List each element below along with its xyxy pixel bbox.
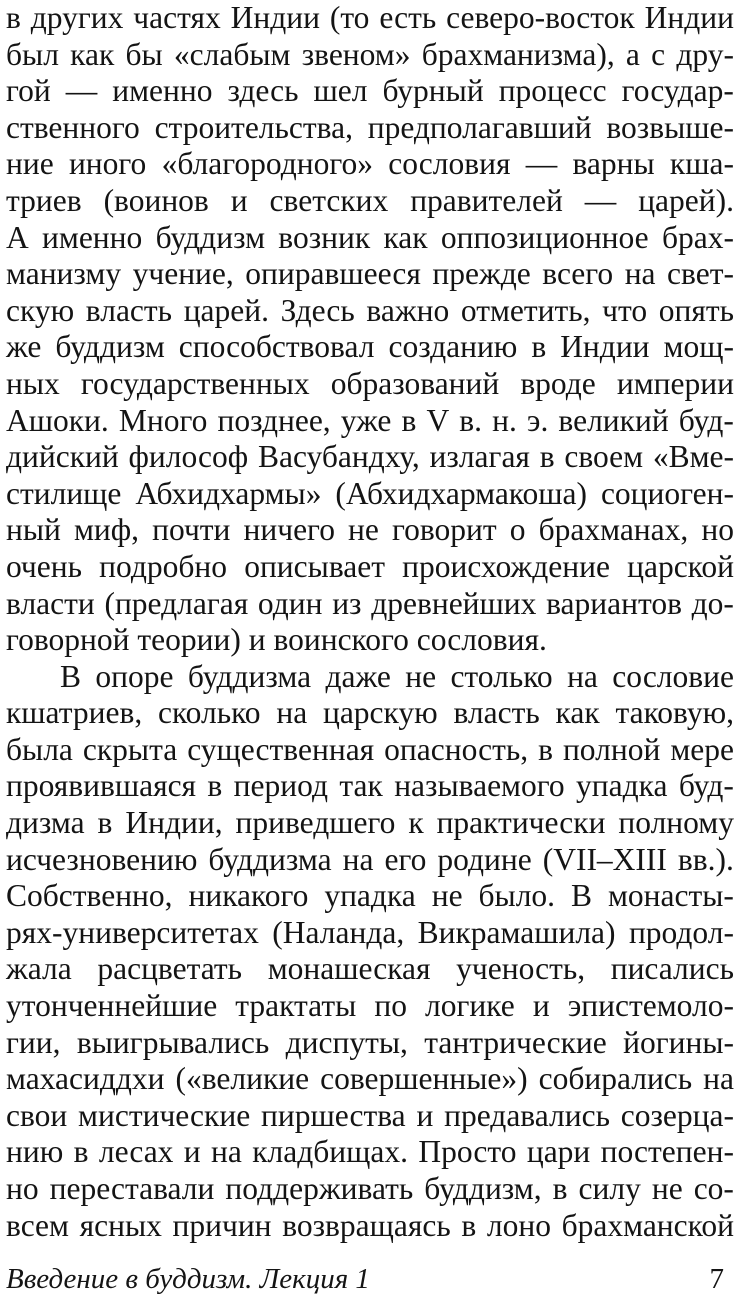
word: по [374, 988, 407, 1024]
word: Много [118, 402, 208, 438]
word: учение, [132, 256, 234, 292]
word: Васубандху, [257, 439, 420, 475]
word: практически [436, 805, 606, 841]
word: так [339, 768, 383, 804]
word: подробно [99, 548, 228, 584]
word: упадка [576, 768, 668, 804]
word: и [416, 1097, 434, 1133]
text-line [6, 403, 734, 440]
word: кладбищах. [252, 1134, 408, 1170]
text-line [6, 0, 734, 37]
word: был [6, 36, 59, 72]
word: называемого [394, 768, 565, 804]
word: в [531, 329, 547, 365]
word: на [276, 695, 308, 731]
word: в [207, 768, 223, 804]
running-footer-title: Введение в буддизм. Лекция 1 [6, 1263, 370, 1295]
word: же [6, 329, 42, 365]
word: в [539, 439, 555, 475]
word: к [408, 805, 424, 841]
word: происхождение [402, 548, 610, 584]
word: созданию [388, 329, 518, 365]
word: на [703, 1061, 734, 1097]
word: приведшего [235, 805, 396, 841]
word: древнейших [371, 585, 537, 621]
word: Индии [560, 329, 650, 365]
word: постепен- [600, 1134, 734, 1170]
word: излагая [429, 439, 530, 475]
text-line [6, 915, 734, 952]
word: теории) [137, 622, 249, 658]
word: (Наланда, [272, 914, 405, 950]
word: йогины- [623, 1024, 734, 1060]
word: полной [562, 731, 661, 767]
text-line [6, 659, 734, 696]
word: жала [6, 951, 72, 987]
word: писались [610, 951, 734, 987]
word: (Абхидхармакоша) [335, 475, 587, 511]
word: царскую [322, 695, 438, 731]
word: была [6, 731, 73, 767]
word: государственных [80, 365, 310, 401]
word: возвыше- [606, 109, 734, 145]
word: но [6, 1171, 39, 1206]
word: тантрические [424, 1024, 607, 1060]
word: упадка [324, 878, 416, 914]
text-line [6, 183, 734, 220]
word: эпистемоло- [567, 988, 734, 1024]
word: бурный [382, 73, 484, 109]
word: период [233, 768, 328, 804]
word: в [461, 1207, 477, 1243]
word: империи [616, 365, 734, 401]
word: даже [325, 658, 391, 694]
text-line [6, 878, 734, 915]
word: сословия. [416, 622, 547, 658]
word: социоген- [600, 475, 734, 511]
word: свои [6, 1097, 68, 1133]
word: скрыта [82, 731, 178, 767]
word: буддизм, [424, 1171, 542, 1206]
word: именно [42, 219, 143, 255]
word: власть [85, 292, 173, 328]
word: миф, [73, 512, 140, 548]
word: мистические [78, 1097, 251, 1133]
word: Индии, [125, 805, 223, 841]
text-line [6, 366, 734, 403]
word: не [405, 658, 437, 694]
word: уже [340, 402, 392, 438]
word: отметить, [460, 292, 591, 328]
word: свет- [667, 256, 734, 292]
word: правителей [410, 182, 563, 218]
word: царей). [638, 182, 734, 218]
word: существенная [187, 731, 375, 767]
word: великий [558, 402, 669, 438]
text-line [6, 695, 734, 732]
page-number: 7 [709, 1263, 724, 1295]
word: в [538, 731, 553, 767]
word: опасность, [384, 731, 529, 767]
word: нию [6, 1134, 64, 1170]
word: дизма [6, 805, 85, 841]
body-text [6, 0, 734, 1244]
text-line [6, 1098, 734, 1135]
word: А [6, 219, 29, 255]
word: на [567, 658, 598, 694]
word: переставали [49, 1171, 215, 1206]
word: было. [478, 878, 556, 914]
word: выигрывались [76, 1024, 270, 1060]
word: ственного [6, 109, 140, 145]
word: продол- [628, 914, 734, 950]
word: совершенные») [320, 1061, 528, 1097]
word: лесах [98, 1134, 174, 1170]
word: царской [627, 548, 734, 584]
word: почти [152, 512, 231, 548]
word: скую [6, 292, 75, 328]
word: лоно [486, 1207, 551, 1243]
text-line [6, 805, 734, 842]
word: как [555, 695, 600, 731]
word: опиравшееся [245, 256, 421, 292]
word: на [211, 1134, 242, 1170]
word: «слабым [173, 36, 291, 72]
word: сословия [388, 146, 511, 182]
text-line [6, 73, 734, 110]
word: говорной [6, 622, 138, 658]
word: — [525, 146, 558, 182]
word: (предлагая [104, 585, 249, 621]
word: ясных [79, 1207, 162, 1243]
word: позднее, [217, 402, 331, 438]
text-line [6, 146, 734, 183]
word: ничего [243, 512, 335, 548]
word: способствовал [178, 329, 375, 365]
word: «благородного» [161, 146, 374, 182]
word: не [348, 512, 379, 548]
word: буд- [678, 768, 734, 804]
text-line [6, 476, 734, 513]
text-line [6, 329, 734, 366]
word: опять [658, 292, 734, 328]
word: описывает [244, 548, 385, 584]
word: не [651, 1171, 683, 1206]
word: буддизма [187, 658, 312, 694]
word: Индии [230, 0, 320, 35]
word: трактаты [235, 988, 357, 1024]
word: а [625, 36, 640, 72]
word: говорит [391, 512, 497, 548]
word: и [230, 182, 248, 218]
word: и [183, 1134, 201, 1170]
word: до- [691, 585, 734, 621]
word: и [248, 622, 274, 658]
word: дру- [676, 36, 734, 72]
word: иного [68, 146, 147, 182]
word: воинского [273, 622, 417, 658]
text-line [6, 293, 734, 330]
word: прежде [432, 256, 531, 292]
word: опоре [95, 658, 174, 694]
text-line [6, 988, 734, 1025]
word: один [257, 585, 323, 621]
word: и [532, 988, 550, 1024]
word: варны [572, 146, 655, 182]
word: бы [125, 36, 163, 72]
word: власти [6, 585, 95, 621]
text-line [6, 1025, 734, 1062]
word: своем [564, 439, 644, 475]
word: дийский [6, 439, 119, 475]
text-line [6, 951, 734, 988]
word: монашеская [267, 951, 431, 987]
word: (то [329, 0, 370, 35]
word: V [426, 402, 450, 438]
word: гии, [6, 1024, 61, 1060]
word: Здесь [280, 292, 355, 328]
word: вв.). [677, 841, 734, 877]
word: есть [379, 0, 437, 35]
word: царей. [183, 292, 269, 328]
word: вариантов [546, 585, 682, 621]
word: ный [6, 512, 61, 548]
text-line [6, 732, 734, 769]
word: Абхидхармы» [135, 475, 322, 511]
word: буддизм [155, 219, 265, 255]
text-line [6, 439, 734, 476]
word: с [651, 36, 666, 72]
text-line [6, 842, 734, 879]
word: брахманизма), [421, 36, 615, 72]
word: именно [112, 73, 213, 109]
word: пиршества [260, 1097, 406, 1133]
word: таковую, [615, 695, 734, 731]
word: важно [366, 292, 450, 328]
word: мощ- [663, 329, 734, 365]
word: махасиддхи [6, 1061, 165, 1097]
word: сословие [612, 658, 734, 694]
word: стилище [6, 475, 122, 511]
word: логике [425, 988, 515, 1024]
word: созерца- [620, 1097, 734, 1133]
word: ных [6, 365, 60, 401]
word: (VII–XIII [542, 841, 667, 877]
word: причин [172, 1207, 272, 1243]
word: что [602, 292, 648, 328]
word: буддизм [55, 329, 165, 365]
text-line [6, 768, 734, 805]
word: процесс [498, 73, 607, 109]
word: всем [6, 1207, 69, 1243]
word: поддерживать [225, 1171, 414, 1206]
word: о [509, 512, 526, 548]
word: н. [492, 402, 517, 438]
word: предполагавший [367, 109, 592, 145]
word: других [30, 0, 124, 35]
word: не [431, 878, 463, 914]
word: («великие [175, 1061, 310, 1097]
word: из [332, 585, 362, 621]
word: шел [313, 73, 368, 109]
word: буд- [678, 402, 734, 438]
text-line [6, 256, 734, 293]
word: гой [6, 73, 51, 109]
text-line [6, 1134, 734, 1171]
word: Ашоки. [6, 402, 109, 438]
word: всего [542, 256, 614, 292]
word: светских [269, 182, 389, 218]
text-line [6, 622, 734, 659]
word: брахманах, [538, 512, 689, 548]
word: в [401, 402, 417, 438]
word: проявившаяся [6, 768, 197, 804]
word: триев [6, 182, 82, 218]
word: но [701, 512, 734, 548]
word: брахманской [561, 1207, 734, 1243]
text-line [6, 586, 734, 623]
word: брах- [661, 219, 734, 255]
word: оппозиционное [440, 219, 649, 255]
word: северо-восток [446, 0, 635, 35]
word: возник [278, 219, 371, 255]
word: частях [133, 0, 221, 35]
word: — [65, 73, 98, 109]
word: диспуты, [285, 1024, 408, 1060]
word: звеном» [301, 36, 411, 72]
word: манизму [6, 256, 122, 292]
word: «Вме- [652, 439, 734, 475]
word: В [571, 878, 593, 914]
text-line [6, 110, 734, 147]
word: кшатриев, [6, 695, 143, 731]
text-line [6, 37, 734, 74]
word: на [342, 841, 374, 877]
word: в [73, 1134, 89, 1170]
word: предавались [444, 1097, 610, 1133]
word: силу [578, 1171, 641, 1206]
word: кша- [669, 146, 734, 182]
word: Викрамашила) [417, 914, 616, 950]
word: вроде [520, 365, 596, 401]
word: В [60, 658, 82, 694]
word: ние [6, 146, 54, 182]
word: — [584, 182, 617, 218]
word: столько [450, 658, 553, 694]
word: государ- [621, 73, 734, 109]
word: как [383, 219, 428, 255]
word: утонченнейшие [6, 988, 218, 1024]
word: в. [459, 402, 483, 438]
word: в [552, 1171, 568, 1206]
word: власть [453, 695, 540, 731]
word: очень [6, 548, 82, 584]
word: рях-университетах [6, 914, 259, 950]
word: Просто [418, 1134, 517, 1170]
text-line [6, 1061, 734, 1098]
word: буддизма [208, 841, 332, 877]
word: в [97, 805, 113, 841]
word: исчезновению [6, 841, 198, 877]
text-line [6, 1171, 734, 1208]
word: собирались [538, 1061, 693, 1097]
word: цари [526, 1134, 591, 1170]
text-line [6, 549, 734, 586]
word: (воинов [103, 182, 209, 218]
text-line [6, 512, 734, 549]
word: расцветать [97, 951, 243, 987]
text-line [6, 220, 734, 257]
word: Собственно, [6, 878, 173, 914]
word: монасты- [607, 878, 734, 914]
word: строительства, [154, 109, 353, 145]
word: э. [526, 402, 549, 438]
word: возвращаясь [282, 1207, 451, 1243]
word: в [6, 0, 21, 35]
word: со- [693, 1171, 734, 1206]
word: философ [128, 439, 249, 475]
word: здесь [227, 73, 299, 109]
text-line [6, 1208, 734, 1245]
word: ученость, [456, 951, 586, 987]
word: полному [618, 805, 734, 841]
word: родине [437, 841, 532, 877]
word: образований [330, 365, 500, 401]
word: никакого [188, 878, 309, 914]
word: сколько [158, 695, 261, 731]
word: Индии [644, 0, 734, 35]
word: как [70, 36, 115, 72]
word: мере [670, 731, 734, 767]
word: его [384, 841, 427, 877]
word: на [624, 256, 656, 292]
